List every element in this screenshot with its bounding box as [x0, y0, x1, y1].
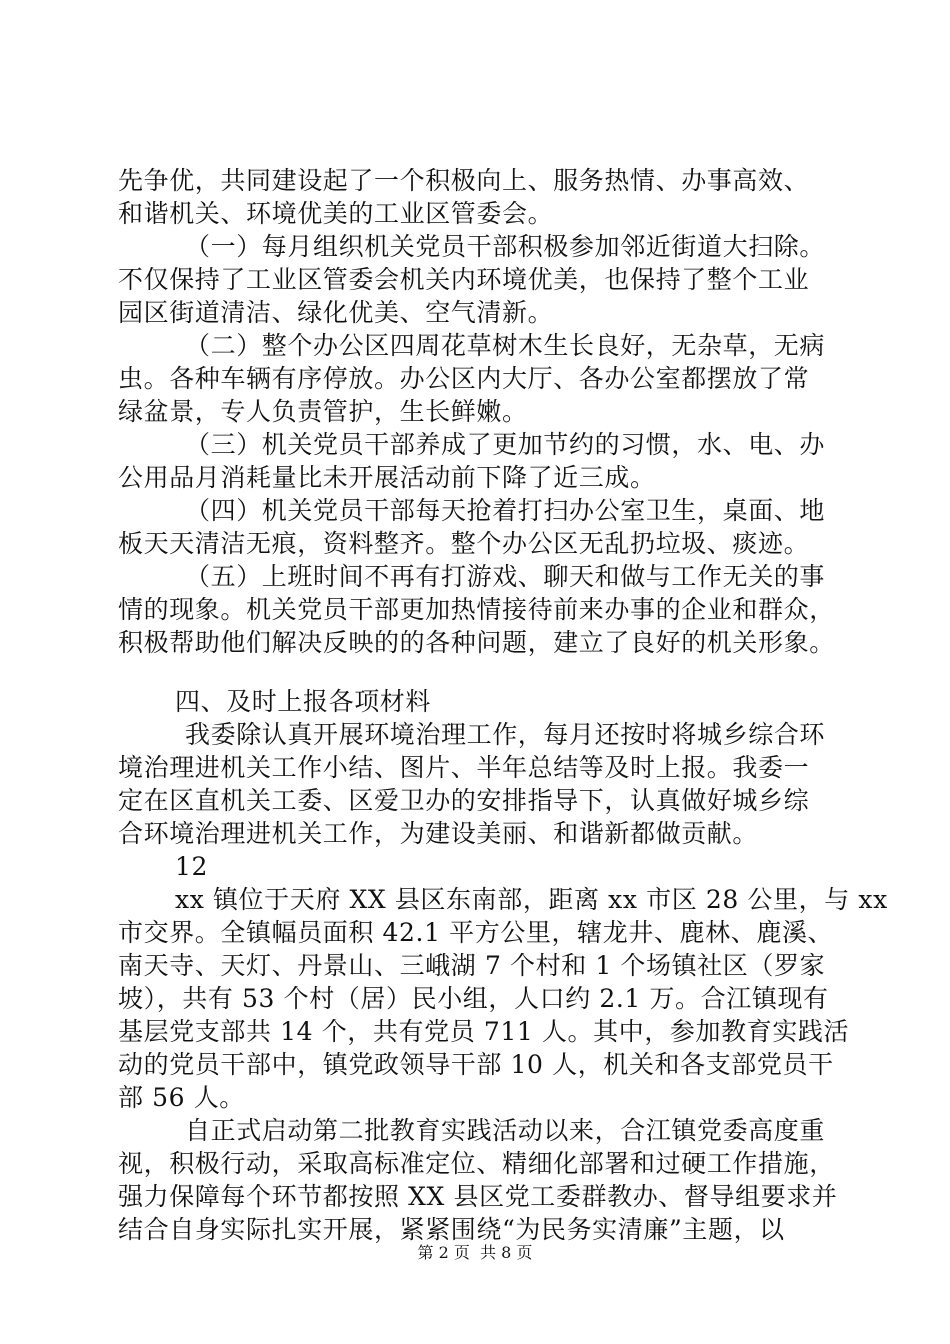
text-line: （二）整个办公区四周花草树木生长良好，无杂草，无病: [185, 331, 826, 360]
text-line: 定在区直机关工委、区爱卫办的安排指导下，认真做好城乡综: [118, 786, 810, 815]
text-line: 我委除认真开展环境治理工作，每月还按时将城乡综合环: [185, 720, 826, 749]
text-line: （一）每月组织机关党员干部积极参加邻近街道大扫除。: [185, 232, 826, 261]
text-line: 动的党员干部中，镇党政领导干部 10 人，机关和各支部党员干: [118, 1050, 834, 1079]
text-line: 南天寺、天灯、丹景山、三峨湖 7 个村和 1 个场镇社区（罗家: [118, 951, 826, 980]
text-line: 部 56 人。: [118, 1083, 245, 1112]
text-line: 公用品月消耗量比未开展活动前下降了近三成。: [118, 463, 656, 492]
text-line: 自正式启动第二批教育实践活动以来，合江镇党委高度重: [185, 1116, 826, 1145]
text-line: 板天天清洁无痕，资料整齐。整个办公区无乱扔垃圾、痰迹。: [118, 529, 810, 558]
text-line: 境治理进机关工作小结、图片、半年总结等及时上报。我委一: [118, 753, 810, 782]
text-line: 视，积极行动，采取高标准定位、精细化部署和过硬工作措施，: [118, 1149, 835, 1178]
text-line: 市交界。全镇幅员面积 42.1 平方公里，辖龙井、鹿林、鹿溪、: [118, 918, 834, 947]
text-line: 结合自身实际扎实开展，紧紧围绕“为民务实清廉”主题，以: [118, 1215, 785, 1244]
text-line: 和谐机关、环境优美的工业区管委会。: [118, 199, 554, 228]
text-line: 积极帮助他们解决反映的的各种问题，建立了良好的机关形象。: [118, 628, 835, 657]
text-line: 绿盆景，专人负责管护，生长鲜嫩。: [118, 397, 528, 426]
text-line: 情的现象。机关党员干部更加热情接待前来办事的企业和群众，: [118, 595, 835, 624]
text-line: 合环境治理进机关工作，为建设美丽、和谐新都做贡献。: [118, 819, 759, 848]
text-line: （三）机关党员干部养成了更加节约的习惯，水、电、办: [185, 430, 826, 459]
text-line: （五）上班时间不再有打游戏、聊天和做与工作无关的事: [185, 562, 826, 591]
text-line: 坡），共有 53 个村（居）民小组，人口约 2.1 万。合江镇现有: [118, 984, 829, 1013]
text-line: 虫。各种车辆有序停放。办公区内大厅、各办公室都摆放了常: [118, 364, 810, 393]
section-heading: 四、及时上报各项材料: [175, 687, 432, 716]
text-line: 不仅保持了工业区管委会机关内环境优美，也保持了整个工业: [118, 265, 810, 294]
text-line: （四）机关党员干部每天抢着打扫办公室卫生，桌面、地: [185, 496, 826, 525]
text-line: 强力保障每个环节都按照 XX 县区党工委群教办、督导组要求并: [118, 1182, 838, 1211]
text-line: xx 镇位于天府 XX 县区东南部，距离 xx 市区 28 公里，与 xx: [175, 885, 888, 914]
text-line: 先争优，共同建设起了一个积极向上、服务热情、办事高效、: [118, 166, 810, 195]
page-footer: 第 2 页 共 8 页: [417, 1243, 533, 1262]
text-line: 基层党支部共 14 个，共有党员 711 人。其中，参加教育实践活: [118, 1017, 850, 1046]
text-line: 园区街道清洁、绿化优美、空气清新。: [118, 298, 554, 327]
text-line: 12: [175, 852, 209, 881]
